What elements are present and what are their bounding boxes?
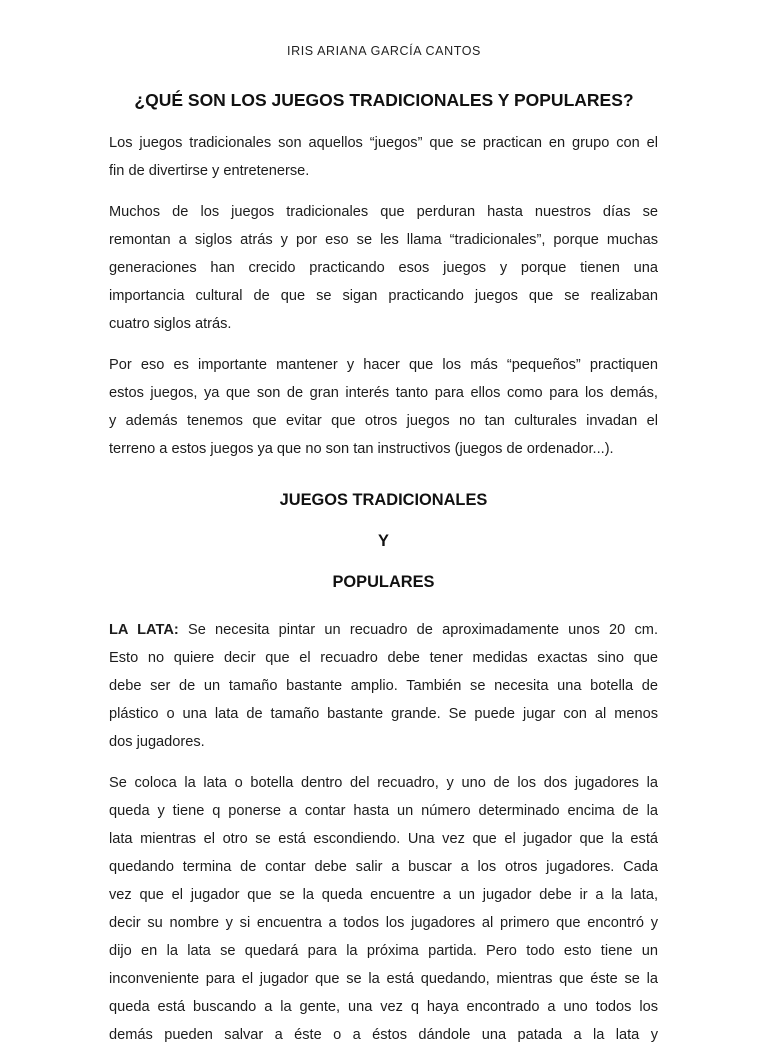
page-title: ¿QUÉ SON LOS JUEGOS TRADICIONALES Y POPULARES?	[134, 90, 634, 110]
paragraph-line: demás pueden salvar a éste o a éstos dándole una patada a la lata y	[109, 1027, 658, 1043]
paragraph-line: debe ser de un tamaño bastante amplio. También se necesita una botella de	[109, 678, 658, 694]
paragraph-line: queda está buscando a la gente, una vez q haya encontrado a uno todos los	[109, 999, 658, 1015]
paragraph-line: dijo en la lata se quedará para la próxima partida. Pero todo esto tiene un	[109, 943, 658, 959]
paragraph-line: Se coloca la lata o botella dentro del recuadro, y uno de los dos jugadores la	[109, 775, 658, 791]
section-heading-line: JUEGOS TRADICIONALES	[279, 491, 488, 509]
paragraph-line: decir su nombre y si encuentra a todos los jugadores al primero que encontró y	[109, 915, 658, 931]
paragraph-line: quedando termina de contar debe salir a buscar a los otros jugadores. Cada	[109, 859, 658, 875]
paragraph-line: remontan a siglos atrás y por eso se les llama “tradicionales”, porque muchas	[109, 232, 658, 248]
section-heading-line: POPULARES	[332, 573, 435, 591]
paragraph-line: dos jugadores.	[109, 734, 205, 750]
paragraph-line: vez que el jugador que se la queda encuentre a un jugador debe ir a la lata,	[109, 887, 658, 903]
paragraph-line	[109, 616, 658, 644]
paragraph-line: Por eso es importante mantener y hacer que los más “pequeños” practiquen	[109, 357, 658, 373]
paragraph-line-text: Se necesita pintar un recuadro de aproximadamente unos 20 cm.	[187, 622, 658, 638]
section-heading	[109, 480, 658, 603]
paragraph-line: lata mientras el otro se está escondiendo. Una vez que el jugador que la está	[109, 831, 658, 847]
author-header: IRIS ARIANA GARCÍA CANTOS	[287, 44, 481, 58]
paragraph-line: Muchos de los juegos tradicionales que perduran hasta nuestros días se	[109, 204, 658, 220]
paragraph-line: y además tenemos que evitar que otros juegos no tan culturales invadan el	[109, 413, 658, 429]
paragraph-line: importancia cultural de que se sigan practicando juegos que se realizaban	[109, 288, 658, 304]
paragraph-rules	[109, 769, 658, 1049]
paragraph-line: terreno a estos juegos ya que no son tan instructivos (juegos de ordenador...).	[109, 441, 614, 457]
paragraph-intro	[109, 129, 658, 185]
section-heading-line: Y	[378, 532, 389, 550]
paragraph-line: generaciones han crecido practicando esos juegos y porque tienen una	[109, 260, 658, 276]
game-label: LA LATA:	[109, 622, 179, 638]
paragraph-line: Los juegos tradicionales son aquellos “juegos” que se practican en grupo con el	[109, 135, 658, 151]
paragraph-line: cuatro siglos atrás.	[109, 316, 232, 332]
paragraph-history	[109, 198, 658, 338]
paragraph-la-lata	[109, 616, 658, 756]
paragraph-importance	[109, 351, 658, 463]
paragraph-line: estos juegos, ya que son de gran interés tanto para ellos como para los demás,	[109, 385, 658, 401]
paragraph-line: queda y tiene q ponerse a contar hasta un número determinado encima de la	[109, 803, 658, 819]
paragraph-line: inconveniente para el jugador que se la está quedando, mientras que éste se la	[109, 971, 658, 987]
paragraph-line: plástico o una lata de tamaño bastante grande. Se puede jugar con al menos	[109, 706, 658, 722]
paragraph-line: Esto no quiere decir que el recuadro debe tener medidas exactas sino que	[109, 650, 658, 666]
document-body	[109, 129, 658, 1049]
paragraph-line: fin de divertirse y entretenerse.	[109, 163, 310, 179]
